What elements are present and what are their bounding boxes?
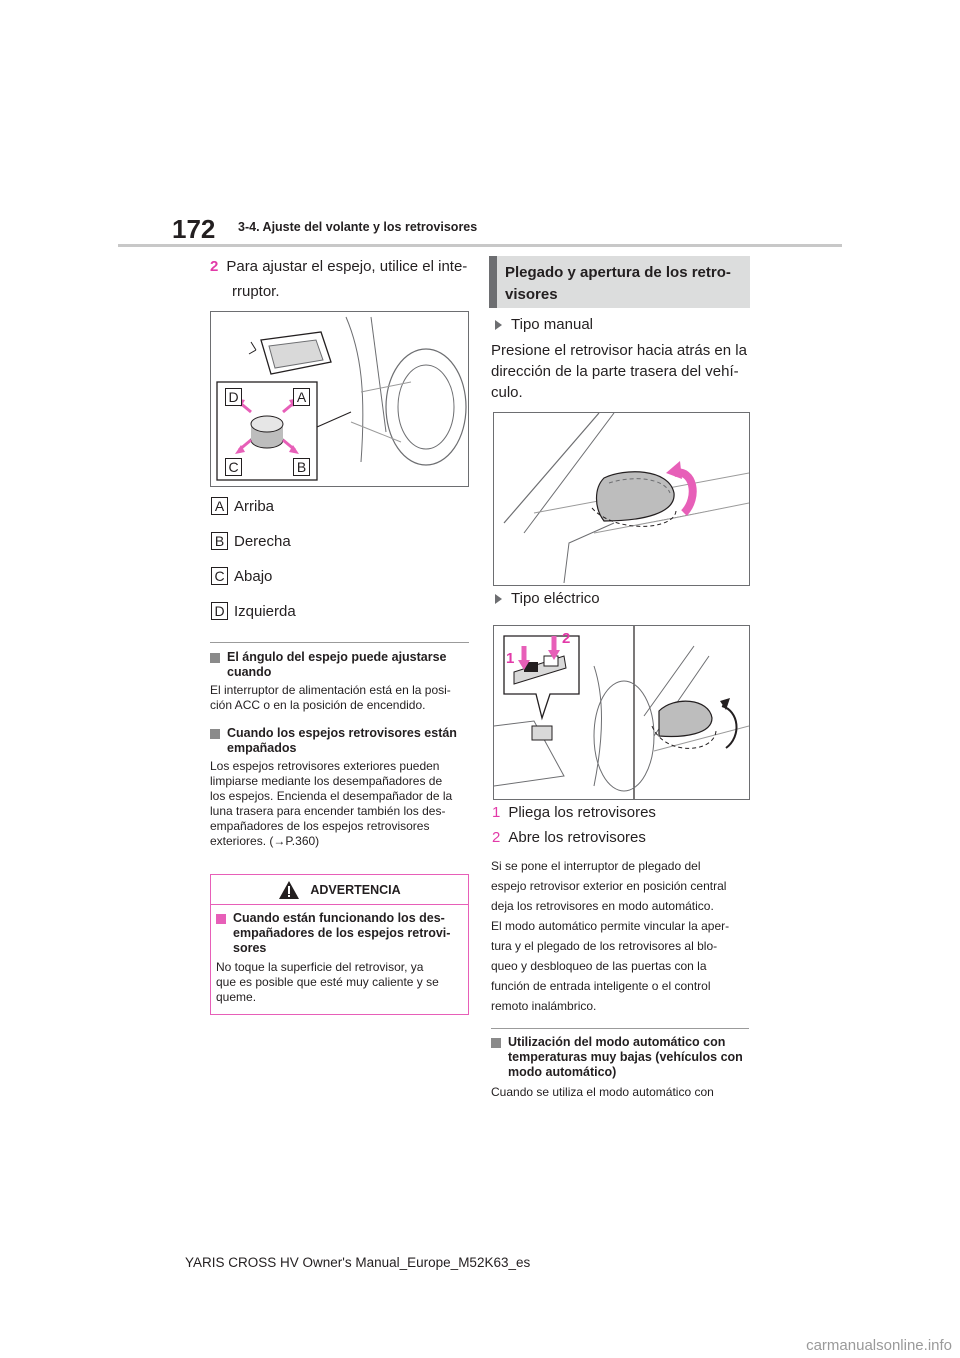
note-mirror-angle	[210, 650, 472, 713]
bullet-text: Tipo manual	[511, 316, 593, 333]
warning-title-line: empañadores de los espejos retrovi-	[233, 926, 451, 940]
callout-2: 2	[562, 630, 571, 647]
para-line: dirección de la parte trasera del vehí-	[491, 363, 739, 380]
warning-heading: ADVERTENCIA	[310, 882, 401, 897]
step-number: 2	[492, 829, 501, 846]
square-bullet-icon	[210, 729, 220, 739]
legend-letter: A	[211, 497, 228, 515]
note-line: empañadores de los espejos retrovisores	[210, 819, 430, 833]
para-line: queo y desbloqueo de las puertas con la	[491, 959, 707, 973]
note-body	[210, 759, 472, 849]
legend-item	[211, 532, 291, 550]
auto-mode-paragraph	[491, 856, 756, 1016]
warning-triangle-icon	[278, 880, 300, 900]
para-line: Presione el retrovisor hacia atrás en la	[491, 342, 747, 359]
warning-title	[216, 911, 462, 956]
note-divider	[210, 642, 469, 643]
warning-header	[211, 875, 468, 905]
legend-letter: B	[211, 532, 228, 550]
step-text-line1: Para ajustar el espejo, utilice el inte-	[226, 258, 468, 275]
legend-item	[211, 602, 296, 620]
para-line: remoto inalámbrico.	[491, 999, 597, 1013]
note-body	[210, 683, 472, 713]
legend-letter: C	[211, 567, 228, 585]
electric-fold-figure	[493, 625, 750, 800]
legend-label: Derecha	[234, 532, 291, 550]
note-title	[210, 650, 472, 680]
figure-label-b: B	[293, 458, 310, 476]
section-heading	[489, 256, 750, 308]
note-title-line: Utilización del modo automático con	[508, 1035, 726, 1049]
step-text: Pliega los retrovisores	[508, 804, 656, 821]
para-line: función de entrada inteligente o el control	[491, 979, 711, 993]
legend-label: Arriba	[234, 497, 275, 515]
callout-1: 1	[506, 650, 515, 667]
note-title	[491, 1035, 756, 1080]
note-title	[210, 726, 472, 756]
bullet-text: Tipo eléctrico	[511, 590, 600, 607]
step-number: 2	[210, 258, 219, 275]
heading-line: Plegado y apertura de los retro-	[505, 264, 731, 281]
para-line: tura y el plegado de los retrovisores al blo-	[491, 939, 718, 953]
square-bullet-icon	[491, 1038, 501, 1048]
legend-letter: D	[211, 602, 228, 620]
step-text: Abre los retrovisores	[508, 829, 646, 846]
note-line: limpiarse mediante los desempañadores de	[210, 774, 443, 788]
note-body: Cuando se utiliza el modo automático con	[491, 1085, 714, 1099]
triangle-bullet-icon	[495, 320, 502, 330]
step-text-line2: rruptor.	[232, 283, 280, 300]
warning-line: No toque la superficie del retrovisor, ya	[216, 960, 424, 974]
note-title-line: El ángulo del espejo puede ajustarse	[227, 650, 447, 664]
figure-label-c: C	[225, 458, 242, 476]
note-title-line: temperaturas muy bajas (vehículos con	[508, 1050, 743, 1064]
note-divider	[491, 1028, 749, 1029]
warning-body	[216, 960, 462, 1005]
watermark: carmanualsonline.info	[806, 1337, 952, 1354]
manual-paragraph	[491, 340, 747, 403]
square-bullet-icon	[210, 653, 220, 663]
note-line: los espejos. Encienda el desempañador de la	[210, 789, 453, 803]
heading-line: visores	[505, 286, 558, 303]
legend-item	[211, 497, 274, 515]
figure-label-a: A	[293, 388, 310, 406]
header-rule	[118, 244, 842, 247]
note-line: ción ACC o en la posición de encendido.	[210, 698, 426, 712]
note-line: Los espejos retrovisores exteriores pueden	[210, 759, 440, 773]
bullet-manual	[490, 316, 593, 333]
para-line: El modo automático permite vincular la aper-	[491, 919, 730, 933]
warning-line: que es posible que esté muy caliente y se	[216, 975, 439, 989]
step-number: 1	[492, 804, 501, 821]
note-title-line: empañados	[227, 741, 297, 755]
para-line: Si se pone el interruptor de plegado del	[491, 859, 701, 873]
legend-item	[211, 567, 272, 585]
warning-title-line: Cuando están funcionando los des-	[233, 911, 445, 925]
fold-step-2	[492, 825, 646, 850]
note-line[interactable]: exteriores. (→P.360)	[210, 834, 320, 848]
step-2	[210, 254, 467, 304]
legend-label: Izquierda	[234, 602, 296, 620]
warning-box	[210, 874, 469, 1015]
warning-line: queme.	[216, 990, 257, 1004]
mirror-switch-figure	[210, 311, 469, 487]
triangle-bullet-icon	[495, 594, 502, 604]
note-title-line: cuando	[227, 665, 272, 679]
legend-label: Abajo	[234, 567, 273, 585]
note-title-line: Cuando los espejos retrovisores están	[227, 726, 457, 740]
note-title-line: modo automático)	[508, 1065, 617, 1079]
note-fogged-mirrors	[210, 726, 472, 849]
note-line: El interruptor de alimentación está en la posi-	[210, 683, 451, 697]
note-line: luna trasera para encender también los des-	[210, 804, 446, 818]
footer-text: YARIS CROSS HV Owner's Manual_Europe_M52K63_es	[185, 1255, 531, 1270]
bullet-electric	[490, 590, 600, 607]
para-line: culo.	[491, 384, 523, 401]
para-line: deja los retrovisores en modo automático.	[491, 899, 714, 913]
fold-step-1	[492, 800, 656, 825]
para-line: espejo retrovisor exterior en posición central	[491, 879, 727, 893]
section-title: 3-4. Ajuste del volante y los retrovisores	[238, 220, 478, 234]
figure-label-d: D	[225, 388, 242, 406]
page-number: 172	[172, 214, 216, 244]
square-bullet-icon	[216, 914, 226, 924]
manual-fold-figure	[493, 412, 750, 586]
note-low-temperature	[491, 1035, 756, 1100]
warning-title-line: sores	[233, 941, 267, 955]
